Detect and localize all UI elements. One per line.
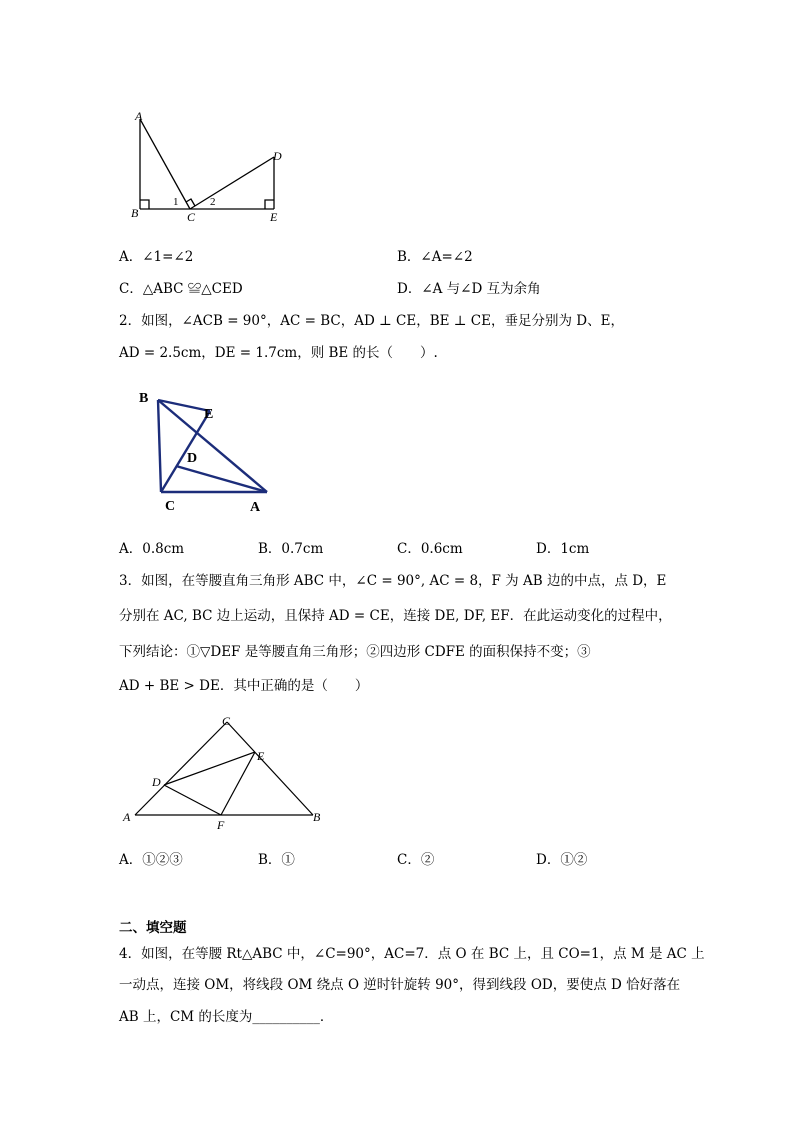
q2-stem-line2: AD = 2.5cm，DE = 1.7cm，则 BE 的长（ ）. [119,345,438,361]
q3-option-b[interactable]: B．① [258,852,295,868]
q2-option-a[interactable]: A．0.8cm [119,541,185,557]
q3-stem-line2: 分别在 AC, BC 边上运动，且保持 AD = CE，连接 DE, DF, EF．在此运动变化的过程中， [119,608,672,624]
label-d: D [273,149,282,163]
label-c: C [222,714,231,728]
q4-stem-line2: 一动点，连接 OM，将线段 OM 绕点 O 逆时针旋转 90°，得到线段 OD，要使点 D 恰好落在 [119,977,681,993]
section-title: 二、填空题 [119,920,187,936]
q3-stem-line4: AD + BE > DE．其中正确的是（ ） [119,678,369,694]
label-f: F [217,818,225,832]
figure-3 [115,708,335,838]
q4-stem-line3: AB 上，CM 的长度为__________． [119,1009,334,1025]
label-e: E [257,749,265,763]
q1-option-c[interactable]: C．△ABC ≌△CED [119,281,243,297]
q1-option-d[interactable]: D．∠A 与∠D 互为余角 [397,281,541,297]
label-a: A [250,500,261,515]
q2-option-b[interactable]: B．0.7cm [258,541,324,557]
label-b: B [139,391,149,406]
label-d: D [152,775,161,789]
q3-stem-line1: 3．如图，在等腰直角三角形 ABC 中，∠C = 90°, AC = 8，F 为 AB 边的中点，点 D，E [119,573,667,589]
label-angle-2: 2 [210,196,216,208]
right-angle-b-icon [140,200,149,209]
q1-option-a[interactable]: A．∠1=∠2 [119,249,194,265]
label-e: E [204,407,214,422]
q3-option-d[interactable]: D．①② [536,852,588,868]
label-e: E [270,210,278,224]
label-a: A [123,810,131,824]
q2-stem-line1: 2．如图，∠ACB = 90°，AC = BC，AD ⊥ CE，BE ⊥ CE，垂足分别为 D、E， [119,313,624,329]
label-d: D [187,451,198,466]
q3-option-a[interactable]: A．①②③ [119,852,183,868]
segment-cd [190,157,274,209]
figure-2 [130,380,290,520]
label-b: B [131,206,139,220]
q3-option-c[interactable]: C．② [397,852,435,868]
label-c: C [187,210,196,224]
right-angle-e-icon [265,200,274,209]
segment-ac [140,119,190,209]
q3-stem-line3: 下列结论：①▽DEF 是等腰直角三角形；②四边形 CDFE 的面积保持不变；③ [119,644,591,660]
q2-option-d[interactable]: D．1cm [536,541,590,557]
figure-1 [120,105,300,235]
q4-stem-line1: 4．如图，在等腰 Rt△ABC 中，∠C=90°，AC=7．点 O 在 BC 上，且 CO=1，点 M 是 AC 上 [119,946,705,962]
q2-option-c[interactable]: C．0.6cm [397,541,463,557]
label-c: C [165,499,176,514]
label-b: B [313,810,321,824]
label-angle-1: 1 [173,196,179,208]
label-a: A [135,109,143,123]
q1-option-b[interactable]: B．∠A=∠2 [397,249,473,265]
